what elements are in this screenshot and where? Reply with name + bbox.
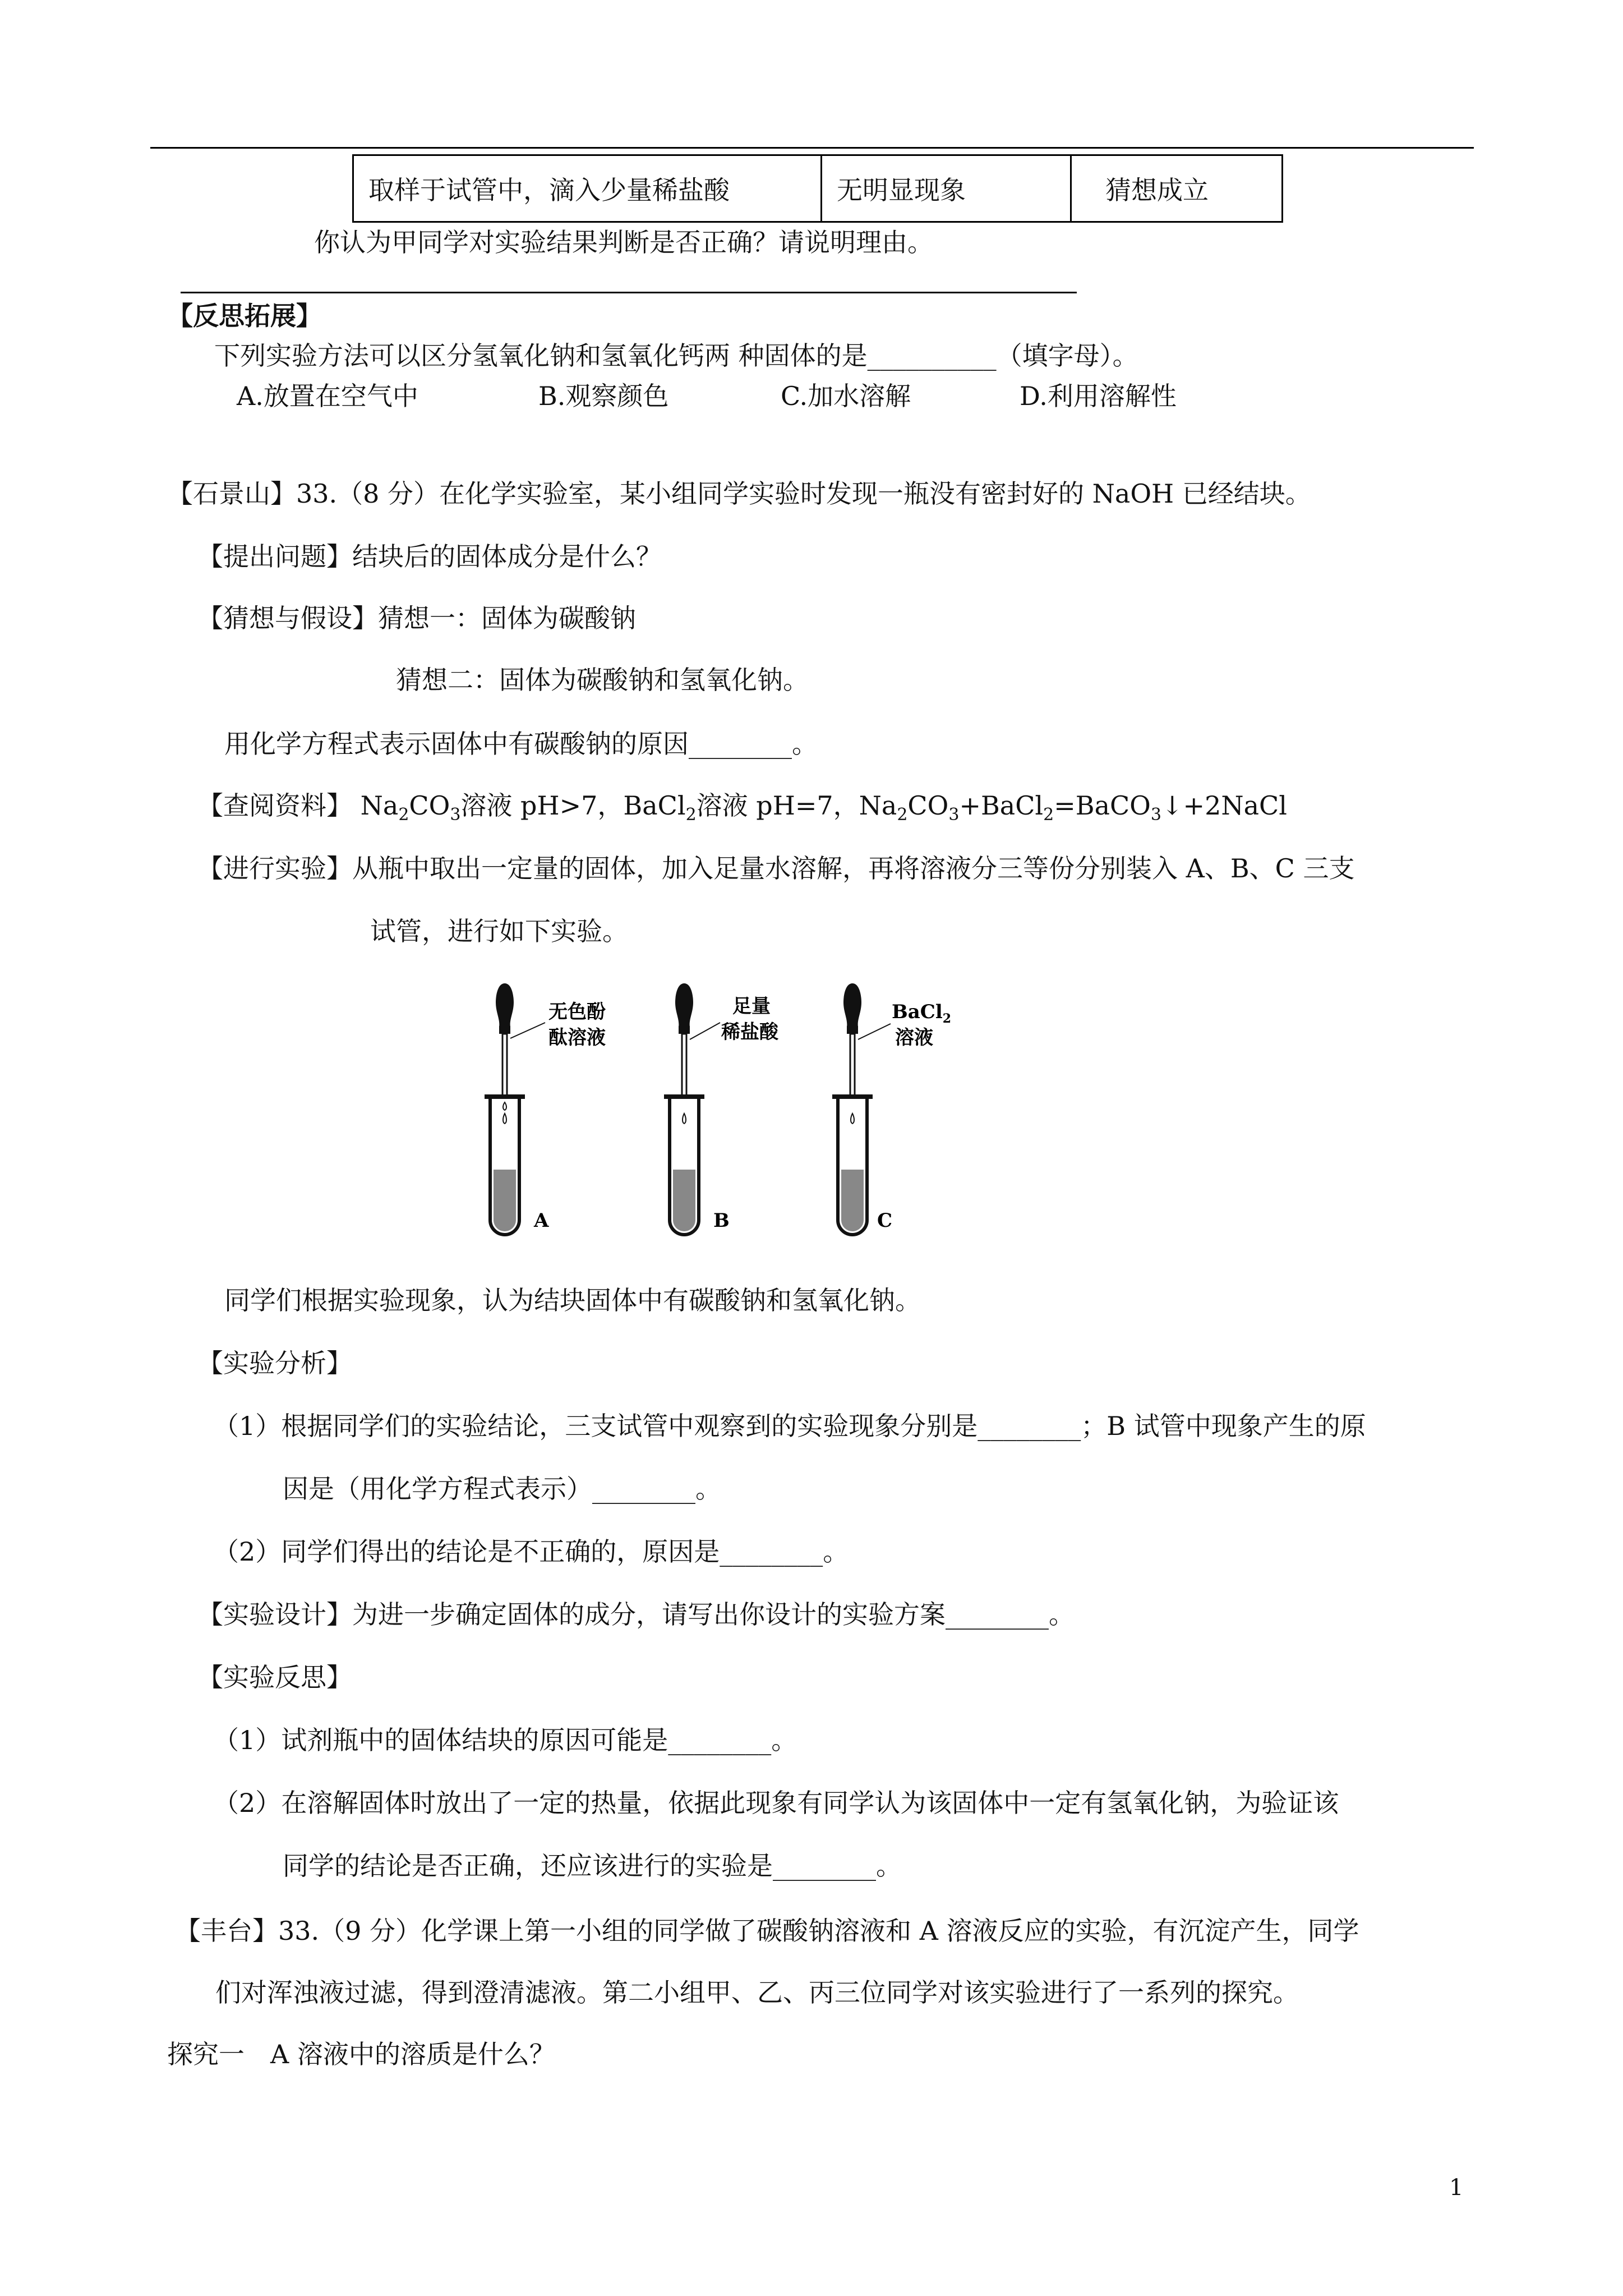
- test-tube-figure: [482, 979, 987, 1259]
- fengtai-title-1: 【丰台】33.（9 分）化学课上第一小组的同学做了碳酸钠溶液和 A 溶液反应的实验，有沉淀产生，同学: [175, 1916, 1359, 1946]
- analysis-1b: 因是（用化学方程式表示）________。: [283, 1474, 721, 1504]
- experiment-line-2: 试管，进行如下实验。: [370, 916, 628, 946]
- formula-text: Na: [360, 790, 399, 821]
- tube-c-letter: C: [877, 1209, 893, 1232]
- option-c: C.加水溶解: [781, 381, 911, 411]
- answer-line: [181, 292, 1077, 293]
- option-d: D.利用溶解性: [1020, 381, 1177, 411]
- formula-text: 溶液 pH=7，Na: [696, 790, 897, 821]
- tube-b-label-1: 足量: [732, 995, 771, 1018]
- rethink-1: （1）试剂瓶中的固体结块的原因可能是________。: [213, 1725, 797, 1755]
- tube-a: [485, 983, 525, 1235]
- info-formula: [360, 790, 1287, 825]
- table-cell-phenomenon: 无明显现象: [822, 155, 1071, 222]
- tube-c-formula-sub: 2: [942, 1011, 952, 1026]
- formula-text: =BaCO: [1054, 790, 1151, 821]
- formula-sub: 2: [398, 805, 409, 825]
- analysis-heading: 【实验分析】: [197, 1348, 352, 1378]
- rethink-heading: 【实验反思】: [197, 1662, 352, 1692]
- formula-sub: 2: [897, 805, 908, 825]
- table-cell-conclusion: 猜想成立: [1071, 155, 1283, 222]
- tube-b: [664, 983, 704, 1235]
- result-table: [352, 154, 1283, 223]
- tube-c-formula: BaCl: [892, 1001, 943, 1023]
- experiment-line-1: 【进行实验】从瓶中取出一定量的固体，加入足量水溶解，再将溶液分三等份分别装入 A、B、C 三支: [197, 853, 1355, 884]
- info-label: 【查阅资料】: [197, 790, 361, 821]
- analysis-2: （2）同学们得出的结论是不正确的，原因是________。: [213, 1536, 849, 1567]
- table-cell-operation: 取样于试管中，滴入少量稀盐酸: [353, 155, 822, 222]
- hypothesis-2: 猜想二：固体为碳酸钠和氢氧化钠。: [396, 665, 809, 695]
- table-row: [353, 155, 1283, 222]
- tube-a-letter: A: [534, 1209, 549, 1232]
- equation-reason: 用化学方程式表示固体中有碳酸钠的原因________。: [224, 729, 818, 759]
- header-rule: [150, 147, 1474, 149]
- tube-b-label-2: 稀盐酸: [721, 1021, 778, 1043]
- formula-text: CO: [409, 790, 450, 821]
- shijingshan-title: 【石景山】33.（8 分）在化学实验室，某小组同学实验时发现一瓶没有密封好的 NaOH 已经结块。: [167, 478, 1311, 509]
- tube-a-pointer: [510, 1023, 545, 1038]
- formula-sub: 2: [1043, 805, 1054, 825]
- formula-sub: 2: [685, 805, 697, 825]
- pose-question: 【提出问题】结块后的固体成分是什么？: [197, 541, 662, 572]
- reflect-heading: 【反思拓展】: [167, 301, 322, 331]
- reflect-question: 下列实验方法可以区分氢氧化钠和氢氧化钙两 种固体的是__________（填字母）。: [214, 341, 1138, 371]
- page-number: 1: [1449, 2175, 1464, 2201]
- formula-text: 溶液 pH>7，BaCl: [460, 790, 686, 821]
- tube-b-letter: B: [713, 1209, 730, 1232]
- option-a: A.放置在空气中: [237, 381, 418, 411]
- students-conclusion: 同学们根据实验现象，认为结块固体中有碳酸钠和氢氧化钠。: [224, 1285, 921, 1315]
- formula-sub: 3: [948, 805, 960, 825]
- reference-info: [197, 789, 1287, 832]
- formula-sub: 3: [1150, 805, 1161, 825]
- tube-c-label-2: 溶液: [895, 1027, 933, 1049]
- formula-text: ↓+2NaCl: [1161, 790, 1287, 821]
- fengtai-title-2: 们对浑浊液过滤，得到澄清滤液。第二小组甲、乙、丙三位同学对该实验进行了一系列的探究。: [215, 1977, 1299, 2008]
- hypothesis-1: 【猜想与假设】猜想一：固体为碳酸钠: [197, 603, 636, 633]
- formula-text: CO: [907, 790, 949, 821]
- tube-c-pointer: [858, 1024, 891, 1039]
- rethink-2b: 同学的结论是否正确，还应该进行的实验是________。: [283, 1851, 902, 1881]
- judge-question: 你认为甲同学对实验结果判断是否正确？请说明理由。: [314, 227, 933, 257]
- formula-text: +BaCl: [959, 790, 1044, 821]
- tube-c: [832, 983, 873, 1235]
- tube-a-label-2: 酞溶液: [548, 1027, 606, 1049]
- rethink-2a: （2）在溶解固体时放出了一定的热量，依据此现象有同学认为该固体中一定有氢氧化钠，为验证该: [213, 1788, 1339, 1818]
- experiment-design: 【实验设计】为进一步确定固体的成分，请写出你设计的实验方案________。: [197, 1599, 1075, 1630]
- explore-1: 探究一 A 溶液中的溶质是什么？: [167, 2039, 555, 2069]
- tube-c-label-1: [892, 1001, 951, 1026]
- formula-sub: 3: [450, 805, 461, 825]
- tube-b-pointer: [690, 1023, 720, 1039]
- analysis-1a: （1）根据同学们的实验结论，三支试管中观察到的实验现象分别是________；B 试管中现象产生的原: [213, 1411, 1366, 1441]
- option-b: B.观察颜色: [538, 381, 669, 411]
- tube-a-label-1: 无色酚: [548, 1001, 606, 1023]
